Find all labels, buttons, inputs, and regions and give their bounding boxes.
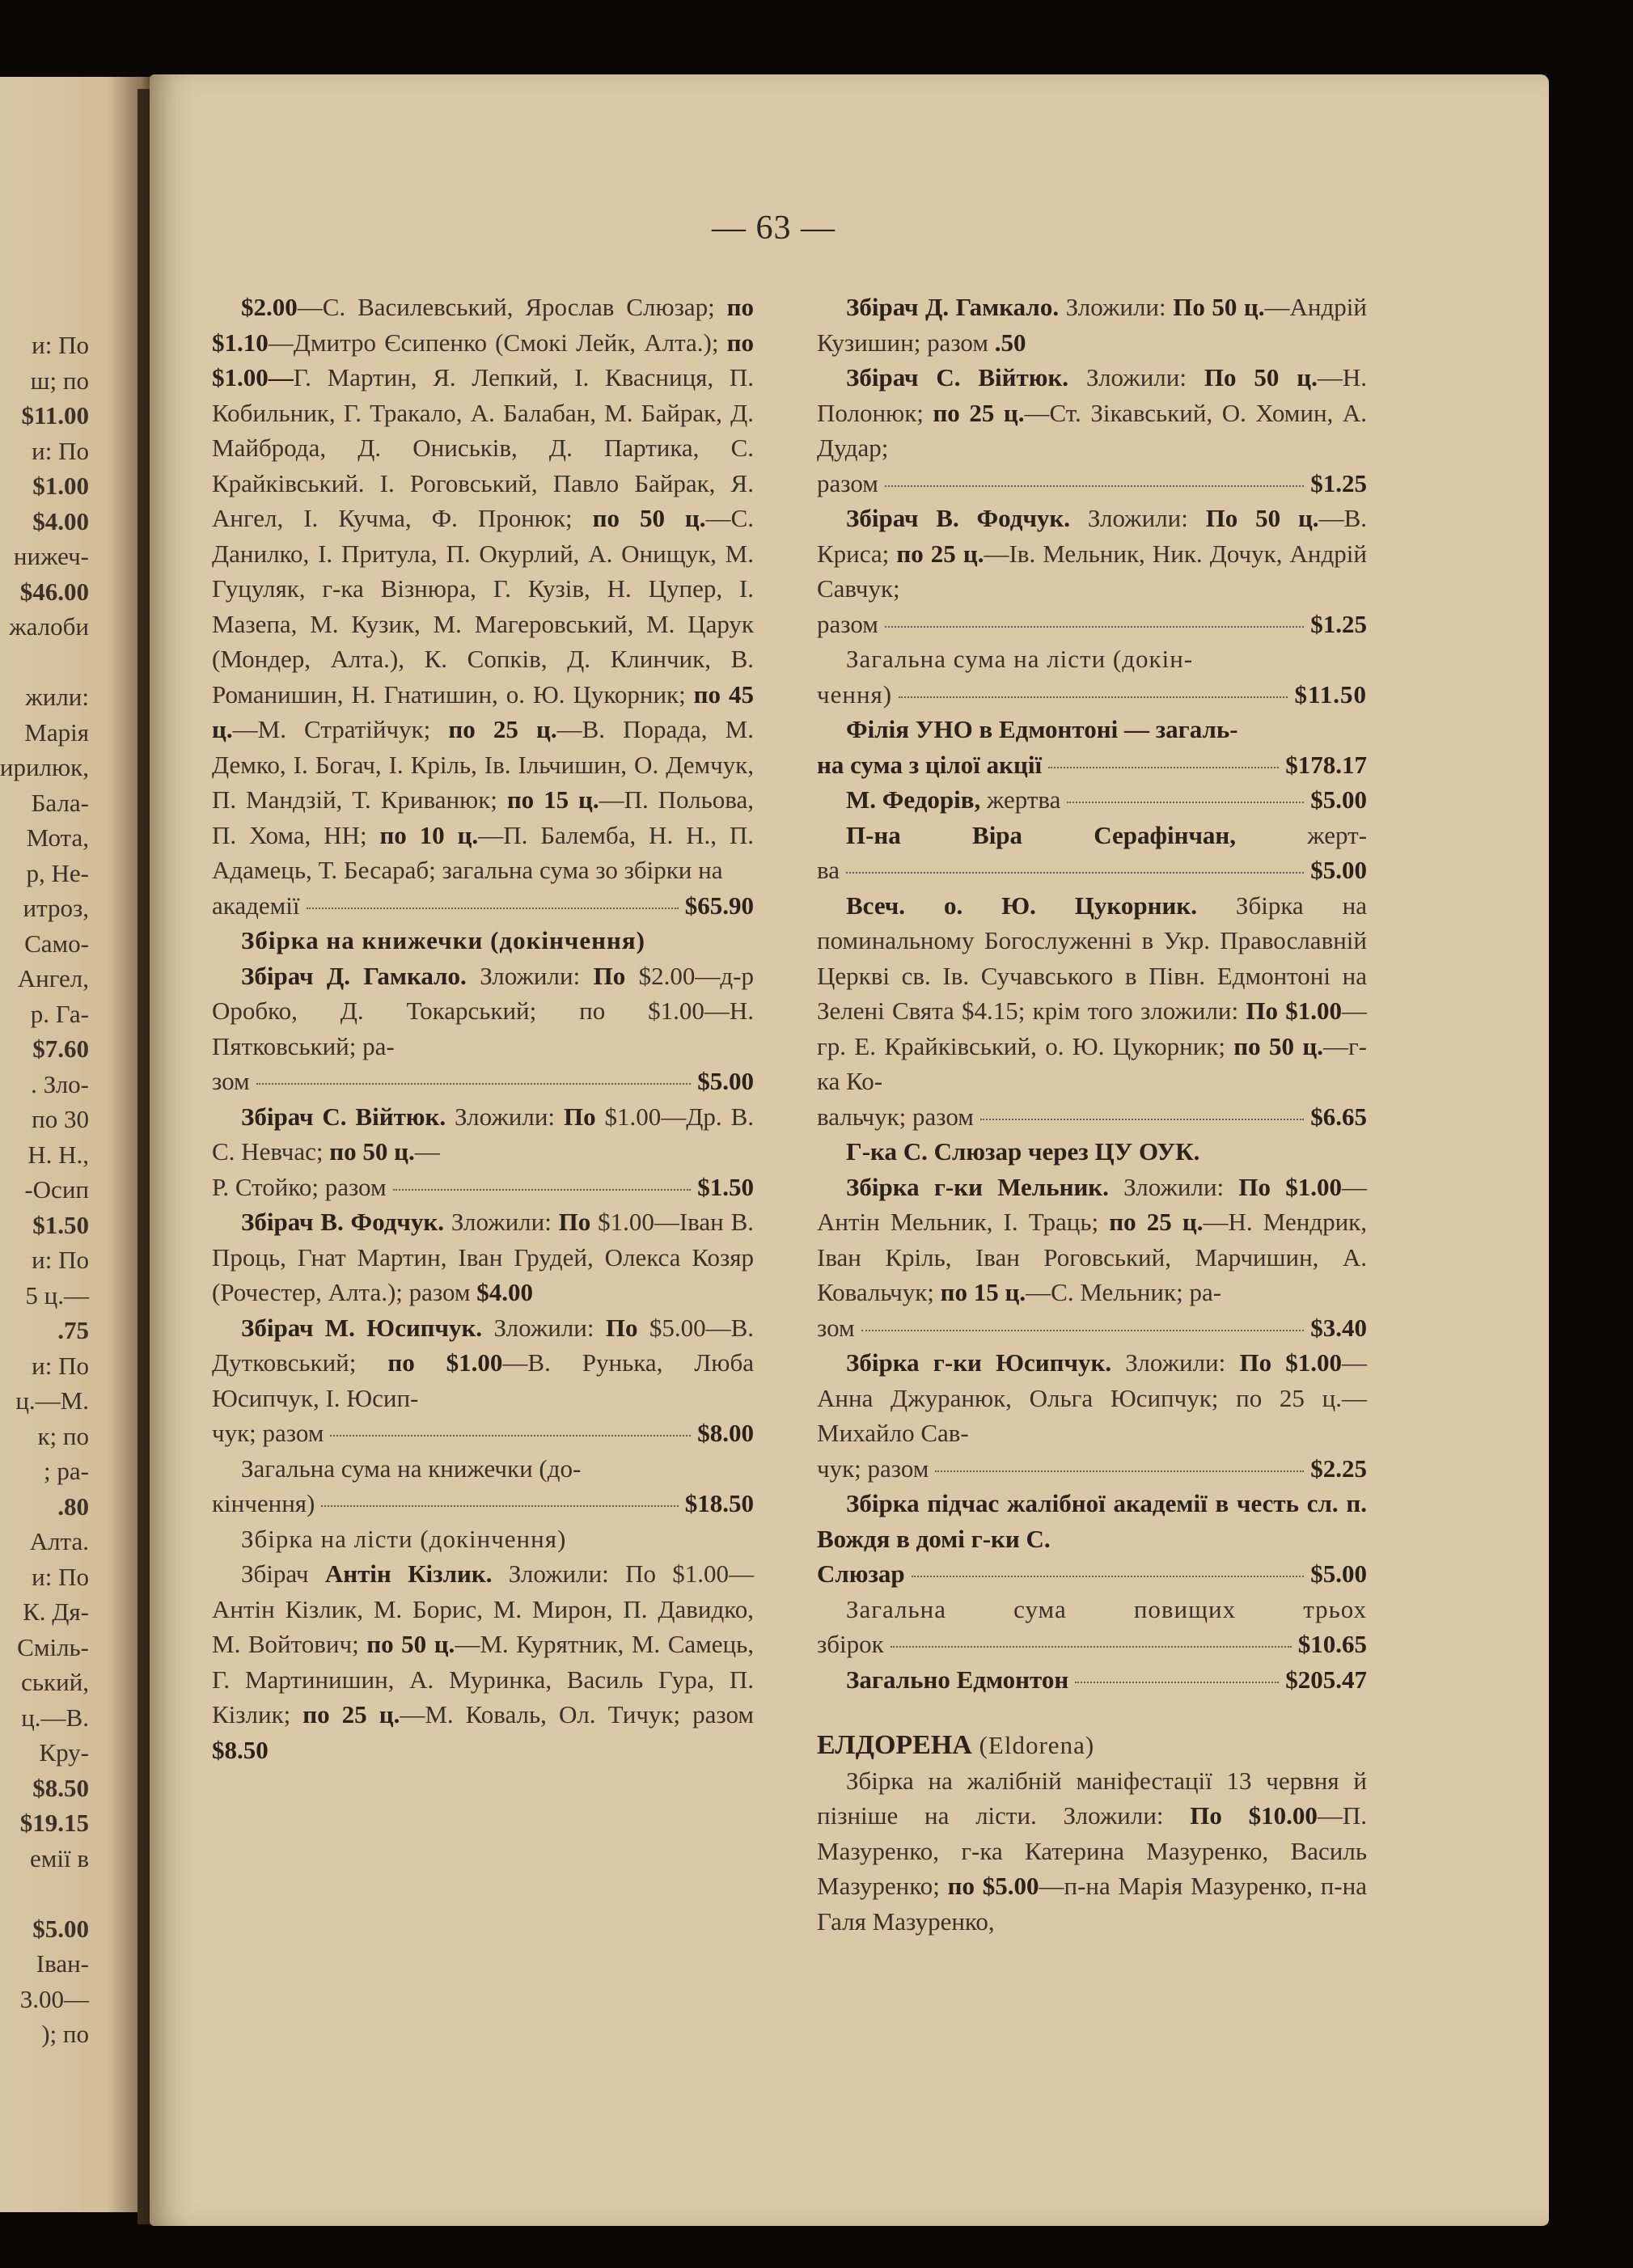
adjacent-page-fragment <box>0 1876 89 1911</box>
total-line: чення) $11.50 <box>817 679 1367 709</box>
paragraph: Збірач М. Юсипчук. Зложили: По $5.00—В. Дутковський; по $1.00—В. Рунька, Люба Юсипчук, І. Юсип- <box>212 1313 755 1412</box>
leader-dots <box>899 696 1288 698</box>
adjacent-page-fragment: жили: <box>25 683 89 711</box>
adjacent-page-fragment: Бала- <box>31 788 89 817</box>
paragraph: Збірач В. Фодчук. Зложили: По $1.00—Іван В. Проць, Гнат Мартин, Іван Грудей, Олекса Козяр (Рочестер, Алта.); разом $4.00 <box>212 1208 755 1306</box>
paragraph: Загальна сума повищих трьох <box>846 1594 1367 1623</box>
adjacent-page-fragment: -Осип <box>24 1175 89 1204</box>
left-column <box>212 290 754 1767</box>
adjacent-page-fragment: р, Не- <box>26 858 89 887</box>
leader-dots <box>935 1470 1304 1472</box>
adjacent-page-fragment: $1.50 <box>32 1210 89 1239</box>
paragraph: П-на Віра Серафінчан, жерт- <box>846 820 1367 849</box>
leader-dots <box>321 1505 678 1507</box>
adjacent-page-fragment: $7.60 <box>32 1035 89 1063</box>
adjacent-page-fragment: Н. Н., <box>27 1140 89 1169</box>
paragraph: Всеч. о. Ю. Цукорник. Збірка на поминальному Богослуженні в Укр. Православній Церкві св. Ів. Сучавського в Півн. Едмонтоні на Зелені Свята $4.15; крім того зложили: По $1.00—гр. Е. Крайківський, о. Ю. Цукорник; по 50 ц.—г-ка Ко- <box>817 891 1367 1095</box>
adjacent-page-fragment: $1.00 <box>32 472 89 500</box>
adjacent-page-fragment: $4.00 <box>32 506 89 535</box>
total-line: вальчук; разом $6.65 <box>817 1102 1367 1131</box>
total-line: зом $5.00 <box>212 1067 754 1095</box>
paragraph: Збірач Д. Гамкало. Зложили: По $2.00—д-р Оробко, Д. Токарський; по $1.00—Н. Пятковський; ра- <box>212 961 754 1060</box>
total-line: збірок $10.65 <box>817 1630 1367 1658</box>
adjacent-page-fragment: по 30 <box>32 1105 89 1133</box>
total-amount: .50 <box>994 328 1026 357</box>
section-heading: Збірка на книжечки (докінчення) <box>241 926 645 954</box>
leader-dots <box>891 1646 1292 1648</box>
section-heading: ЕЛДОРЕНА (Eldorena) <box>817 1730 1095 1760</box>
adjacent-page-fragment <box>0 645 89 680</box>
leader-dots <box>861 1330 1305 1331</box>
total-line: чук; разом $8.00 <box>212 1419 754 1447</box>
paragraph: Збірач С. Війтюк. Зложили: По 50 ц.—Н. Полонюк; по 25 ц.—Ст. Зікавський, О. Хомин, А. Дудар; <box>817 363 1367 462</box>
total-line: разом $1.25 <box>817 468 1367 497</box>
section-heading: Збірка на лісти (докінчення) <box>241 1524 567 1553</box>
leader-dots <box>885 485 1304 487</box>
paragraph: Збірка підчас жалібної академії в честь сл. п. Вождя в домі г-ки С. <box>817 1489 1367 1553</box>
adjacent-page-fragment: К. Дя- <box>23 1597 89 1626</box>
adjacent-page-fragment: $8.50 <box>32 1773 89 1802</box>
adjacent-page-fragment: итроз, <box>23 894 89 922</box>
total-line: кінчення) $18.50 <box>212 1489 754 1517</box>
leader-dots <box>330 1435 691 1437</box>
adjacent-page-fragment: ирилюк, <box>0 753 89 781</box>
leader-dots <box>846 872 1304 874</box>
total-line: академії $65.90 <box>212 891 754 920</box>
adjacent-page-fragment: Мота, <box>26 823 89 852</box>
leader-dots <box>393 1189 692 1191</box>
adjacent-page-fragment: р. Га- <box>30 999 89 1028</box>
adjacent-page-fragment: ц.—В. <box>21 1703 89 1732</box>
adjacent-page-fragment: нижеч- <box>13 542 89 570</box>
adjacent-page-fragment: и: По <box>32 1246 89 1274</box>
leader-dots <box>885 626 1304 628</box>
adjacent-page-fragment: .75 <box>57 1316 89 1344</box>
grand-total-line: Загально Едмонтон $205.47 <box>846 1665 1367 1694</box>
adjacent-page-fragment: ); по <box>41 2020 89 2048</box>
paragraph: Збірач Д. Гамкало. Зложили: По 50 ц.—Андрій Кузишин; разом .50 <box>817 293 1367 357</box>
right-column <box>817 290 1367 1939</box>
total-line: М. Федорів, жертва $5.00 <box>846 785 1367 814</box>
adjacent-page-fragment: .80 <box>57 1492 89 1521</box>
adjacent-page-fragment: ський, <box>21 1668 89 1696</box>
total-amount: $4.00 <box>476 1278 534 1306</box>
paragraph: Збірка г-ки Юсипчук. Зложили: По $1.00—Анна Джуранюк, Ольга Юсипчук; по 25 ц.—Михайло Сав- <box>817 1348 1367 1447</box>
adjacent-page-fragment: . Зло- <box>31 1069 89 1098</box>
leader-dots <box>1067 802 1304 803</box>
adjacent-page-fragment: и: По <box>32 331 89 359</box>
adjacent-page-fragment: $19.15 <box>19 1809 89 1837</box>
adjacent-page-fragment: ; ра- <box>44 1457 89 1485</box>
adjacent-page-fragment: $5.00 <box>32 1914 89 1943</box>
adjacent-page-fragment: ц.—М. <box>15 1386 89 1415</box>
adjacent-page-fragment: Само- <box>24 929 89 958</box>
adjacent-page-fragment: $11.00 <box>21 401 89 429</box>
total-line: зом $3.40 <box>817 1313 1367 1342</box>
adjacent-page-edge <box>0 77 154 2212</box>
adjacent-page-fragment: Сміль- <box>17 1632 89 1661</box>
paragraph: Філія УНО в Едмонтоні — загаль- <box>846 715 1238 743</box>
total-line: на сума з цілої акції $178.17 <box>817 750 1367 779</box>
adjacent-page-fragment: 5 ц.— <box>25 1280 89 1310</box>
leader-dots <box>980 1119 1304 1120</box>
adjacent-page-fragment: и: По <box>32 436 89 465</box>
leader-dots <box>912 1576 1305 1577</box>
adjacent-page-fragment: Ангел, <box>17 964 89 992</box>
paragraph: Збірка на жалібній маніфестації 13 червня й пізніше на лісти. Зложили: По $10.00—П. Мазуренко, г-ка Катерина Мазуренко, Василь Мазуренко; по $5.00—п-на Марія Мазуренко, п-на Галя Мазуренко, <box>817 1766 1367 1936</box>
total-line: ва $5.00 <box>817 856 1367 884</box>
page-number: — 63 — <box>712 209 836 247</box>
adjacent-page-fragment: к; по <box>37 1421 89 1450</box>
section-heading: Г-ка С. Слюзар через ЦУ ОУК. <box>846 1137 1200 1166</box>
paragraph: Загальна сума на лісти (докін- <box>846 645 1194 673</box>
adjacent-page-fragment: Алта. <box>29 1527 89 1555</box>
total-line: разом $1.25 <box>817 609 1367 638</box>
total-line: Р. Стойко; разом $1.50 <box>212 1172 754 1201</box>
leader-dots <box>1075 1682 1279 1683</box>
total-line: Слюзар $5.00 <box>817 1559 1367 1588</box>
adjacent-page-fragment: Кру- <box>39 1738 89 1767</box>
leader-dots <box>307 908 679 909</box>
adjacent-page-fragment: $46.00 <box>19 577 89 606</box>
adjacent-page-fragment: и: По <box>32 1351 89 1380</box>
adjacent-page-fragment: жалоби <box>9 612 89 641</box>
leader-dots <box>1048 767 1279 768</box>
paragraph: Загальна сума на книжечки (до- <box>241 1453 582 1483</box>
adjacent-page-fragment: 3.00— <box>19 1984 89 2013</box>
adjacent-page-text <box>0 328 89 2052</box>
adjacent-page-fragment: ш; по <box>30 366 89 395</box>
leader-dots <box>256 1083 692 1085</box>
paragraph: Збірач С. Війтюк. Зложили: По $1.00—Др. В. С. Невчас; по 50 ц.— <box>212 1102 755 1166</box>
paragraph: Збірач В. Фодчук. Зложили: По 50 ц.—В. Криса; по 25 ц.—Ів. Мельник, Ник. Дочук, Андрій Савчук; <box>817 504 1367 603</box>
total-line: чук; разом $2.25 <box>817 1453 1367 1483</box>
adjacent-page-fragment: емії в <box>30 1843 89 1872</box>
paragraph: Збірка г-ки Мельник. Зложили: По $1.00—Антін Мельник, І. Траць; по 25 ц.—Н. Мендрик, Іван Кріль, Іван Роговський, Марчишин, А. Ковальчук; по 15 ц.—С. Мельник; ра- <box>817 1172 1368 1306</box>
paragraph: Збірач Антін Кізлик. Зложили: По $1.00—Антін Кізлик, М. Борис, М. Мирон, П. Давидко, М. Войтович; по 50 ц.—М. Курятник, М. Самець, Г. Мартинишин, А. Муринка, Василь Гура, П. Кізлик; по 25 ц.—М. Коваль, Ол. Тичук; разом $8.50 <box>212 1559 755 1764</box>
adjacent-page-fragment: Іван- <box>36 1949 89 1978</box>
adjacent-page-fragment: и: По <box>32 1562 89 1591</box>
adjacent-page-fragment: Марія <box>24 717 89 747</box>
paragraph: $2.00—С. Василевський, Ярослав Слюзар; по $1.10—Дмитро Єсипенко (Смокі Лейк, Алта.); по $1.00—Г. Мартин, Я. Лепкий, І. Квасниця, П. Кобильник, Г. Тракало, А. Балабан, М. Байрак, Д. Майброда, Д. Ониськів, Д. Партика, С. Крайківський. І. Роговський, Павло Байрак, Я. Ангел, І. Кучма, Ф. Пронюк; по 50 ц.—С. Данилко, І. Притула, П. Окурлий, А. Онищук, М. Гуцуляк, г-ка Візнюра, Г. Кузів, Н. Цупер, І. Мазепа, М. Кузик, М. Магеровський, М. Царук (Мондер, Алта.), К. Сопків, Д. Клинчик, В. Романишин, Н. Гнатишин, о. Ю. Цукорник; по 45 ц.—М. Стратійчук; по 25 ц.—В. Порада, М. Демко, І. Богач, І. Кріль, Ів. Ільчишин, О. Демчук, П. Мандзій, Т. Криванюк; по 15 ц.—П. Польова, П. Хома, НН; по 10 ц.—П. Балемба, Н. Н., П. Адамець, Т. Бесараб; загальна сума зо збірки на <box>212 293 754 884</box>
